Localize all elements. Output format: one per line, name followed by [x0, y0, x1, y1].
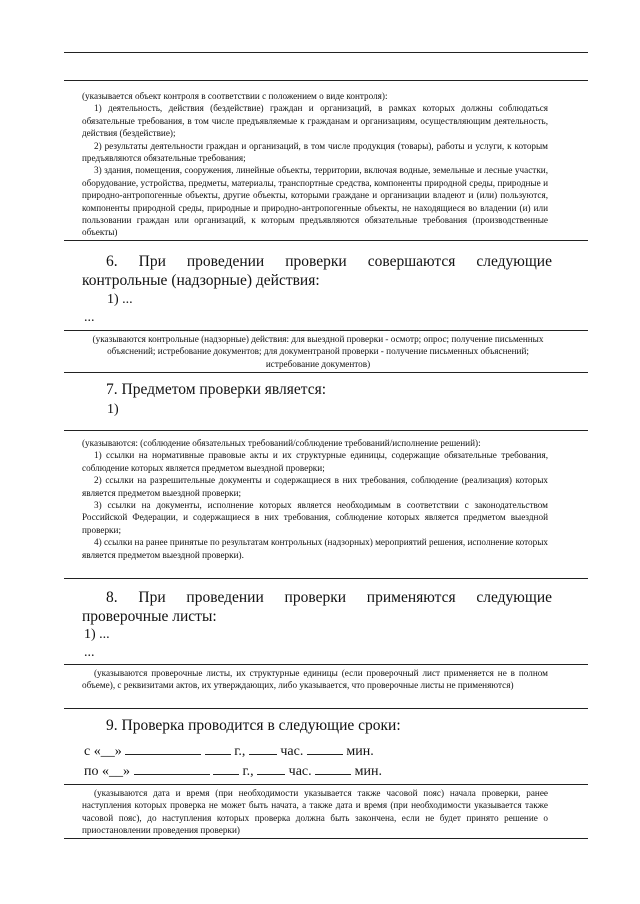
section-6-heading: 6. При проведении проверки совершаются следующие контрольные (надзорные) действия:	[82, 253, 552, 289]
rule	[64, 330, 588, 331]
hour-suffix: час.	[280, 744, 304, 759]
date-to-prefix: по «__»	[84, 764, 130, 779]
rule	[64, 664, 588, 665]
note-item: 3) ссылки на документы, исполнение которых является необходимым в соответствии с законодательством Российской Федерации, и содержащиеся в них требования, соблюдение которых является предметом выездной проверки;	[82, 500, 548, 535]
rule	[64, 708, 588, 709]
rule	[64, 430, 588, 431]
rule	[64, 80, 588, 81]
rule	[64, 240, 588, 241]
section-6-note: (указываются контрольные (надзорные) действия: для выездной проверки - осмотр; опрос; получение письменных объяснений; истребование документов; для документраной проверки - получение письменных объяснений; истребование документов)	[92, 334, 544, 369]
note-intro: (указываются: (соблюдение обязательных требований/соблюдение требований/исполнение решений):	[82, 438, 481, 448]
section-8-note: (указываются проверочные листы, их структурные единицы (если проверочный лист применяется не в полном объеме), с реквизитами актов, их утверждающих, либо указывается, что проверочные листы не применяются)	[82, 668, 548, 691]
date-to-row	[84, 760, 382, 780]
year-suffix: г.,	[234, 744, 246, 759]
section-9-note: (указываются дата и время (при необходимости указывается также часовой пояс) начала проверки, ранее наступления которых проверка не может быть начата, а также дата и время (при необходимости указывается также часовой пояс), до наступления которых проверка должна быть закончена, если не будет принято решение о приостановлении проведения проверки)	[82, 788, 548, 836]
date-to-month-field[interactable]	[134, 760, 210, 775]
rule	[64, 372, 588, 373]
date-from-minute-field[interactable]	[307, 740, 343, 755]
section-7-line-1: 1)	[107, 402, 119, 417]
hour-suffix: час.	[288, 764, 312, 779]
year-suffix: г.,	[242, 764, 254, 779]
section-7-note	[82, 437, 548, 561]
rule	[64, 578, 588, 579]
minute-suffix: мин.	[346, 744, 374, 759]
date-to-minute-field[interactable]	[315, 760, 351, 775]
rule	[64, 838, 588, 839]
date-from-row	[84, 740, 374, 760]
section-9-heading: 9. Проверка проводится в следующие сроки:	[106, 717, 401, 734]
section-6-line-2: ...	[84, 310, 95, 325]
rule	[64, 784, 588, 785]
date-from-prefix: с «__»	[84, 744, 122, 759]
note-item: 2) ссылки на разрешительные документы и содержащиеся в них требования, соблюдение (реализация) которых является предметом выездной проверки;	[82, 475, 548, 498]
note-item: 1) деятельность, действия (бездействие) граждан и организаций, в рамках которых должны соблюдаться обязательные требования, в том числе предъявляемые к гражданам и организациям, осуществляющим деятельность, действия (бездействие);	[82, 103, 548, 139]
date-from-month-field[interactable]	[125, 740, 201, 755]
section-8-heading: 8. При проведении проверки применяются следующие проверочные листы:	[82, 589, 552, 625]
date-from-hour-field[interactable]	[249, 740, 277, 755]
note-item: 4) ссылки на ранее принятые по результатам контрольных (надзорных) мероприятий решения, исполнение которых является предметом выездной проверки).	[82, 537, 548, 560]
object-control-note	[82, 90, 548, 239]
minute-suffix: мин.	[354, 764, 382, 779]
section-7-heading: 7. Предметом проверки является:	[106, 381, 327, 398]
note-item: 1) ссылки на нормативные правовые акты и их структурные единицы, содержащие обязательные требования, соблюдение которых является предметом выездной проверки;	[82, 450, 548, 473]
section-6-line-1: 1) ...	[107, 292, 133, 307]
rule	[64, 52, 588, 53]
note-intro: (указывается объект контроля в соответствии с положением о виде контроля):	[82, 91, 388, 101]
note-item: 2) результаты деятельности граждан и организаций, в том числе продукция (товары), работы и услуги, к которым предъявляются обязательные требования;	[82, 140, 548, 164]
date-to-year-field[interactable]	[213, 760, 239, 775]
note-item: 3) здания, помещения, сооружения, линейные объекты, территории, включая водные, земельные и лесные участки, оборудование, устройства, предметы, материалы, транспортные средства, компоненты природной среды, природные и природно-антропогенные объекты, другие объекты, которыми граждане и организации владеют и (или) пользуются, компоненты природной среды, природные и природно-антропогенные объекты, не находящиеся во владении (и) или пользовании граждан или организаций, к которым предъявляются обязательные требования (производственные объекты)	[82, 165, 548, 238]
section-8-line-1: 1) ...	[84, 627, 110, 642]
date-from-year-field[interactable]	[205, 740, 231, 755]
section-8-line-2: ...	[84, 645, 95, 660]
date-to-hour-field[interactable]	[257, 760, 285, 775]
